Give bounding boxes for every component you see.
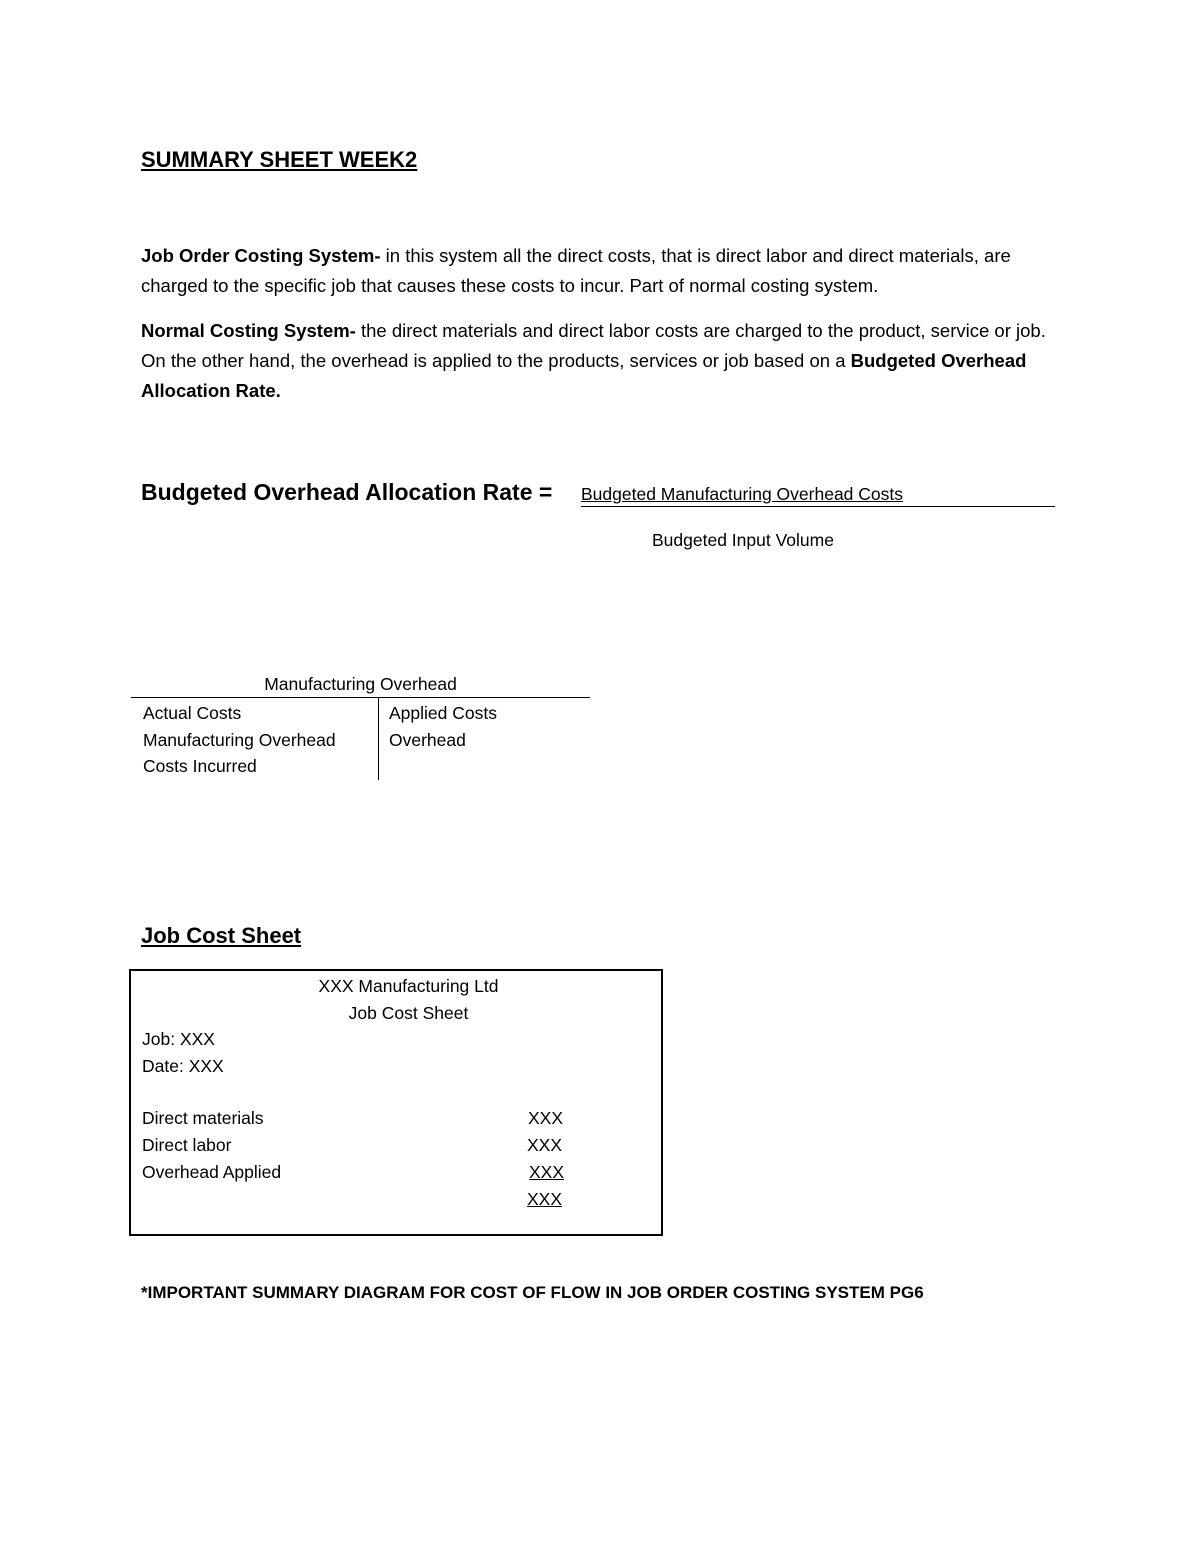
cost-row-label: Direct labor xyxy=(142,1135,232,1155)
formula-label: Budgeted Overhead Allocation Rate = xyxy=(141,479,553,505)
normal-costing-paragraph xyxy=(141,316,1066,406)
company-name: XXX Manufacturing Ltd xyxy=(318,976,499,996)
formula-numerator xyxy=(581,484,1055,507)
important-note: *IMPORTANT SUMMARY DIAGRAM FOR COST OF FLOW IN JOB ORDER COSTING SYSTEM PG6 xyxy=(141,1283,924,1302)
t-account-debit-line: Costs Incurred xyxy=(143,756,257,776)
total-value: XXX xyxy=(527,1189,563,1209)
job-field: Job: XXX xyxy=(142,1029,215,1049)
page-title: SUMMARY SHEET WEEK2 xyxy=(141,147,418,172)
normal-costing-term: Normal Costing System- xyxy=(141,320,356,341)
cost-row-value: XXX xyxy=(528,1108,564,1128)
sheet-title: Job Cost Sheet xyxy=(348,1003,469,1023)
t-account-debit-side xyxy=(131,698,379,780)
cost-row-value: XXX xyxy=(527,1135,563,1155)
job-order-term: Job Order Costing System- xyxy=(141,245,381,266)
cost-row-label: Direct materials xyxy=(142,1108,264,1128)
date-field: Date: XXX xyxy=(142,1056,224,1076)
cost-row-label: Overhead Applied xyxy=(142,1162,282,1182)
job-order-text: in this system all the direct costs, that is direct labor and direct materials, are charged to the specific job that causes these costs to incur. Part of normal costing system. xyxy=(141,245,1011,296)
job-cost-sheet-box xyxy=(129,969,663,1236)
normal-costing-text: the direct materials and direct labor costs are charged to the product, service or job. On the other hand, the overhead is applied to the products, services or job based on a xyxy=(141,320,1046,371)
t-account-credit-line: Applied Costs xyxy=(389,703,497,723)
normal-costing-emphasis: Budgeted Overhead Allocation Rate. xyxy=(141,350,1027,401)
t-account-title: Manufacturing Overhead xyxy=(131,672,590,698)
formula-numerator-text: Budgeted Manufacturing Overhead Costs xyxy=(581,484,903,504)
t-account-credit-line: Overhead xyxy=(389,729,466,750)
job-order-paragraph xyxy=(141,241,1066,301)
t-account xyxy=(131,672,590,780)
t-account-credit-side xyxy=(379,698,497,780)
t-account-debit-line: Actual Costs xyxy=(143,703,242,723)
formula-denominator: Budgeted Input Volume xyxy=(652,530,834,550)
cost-row-value: XXX xyxy=(529,1162,565,1182)
job-cost-sheet-heading: Job Cost Sheet xyxy=(141,923,302,948)
t-account-debit-line: Manufacturing Overhead xyxy=(143,729,336,750)
